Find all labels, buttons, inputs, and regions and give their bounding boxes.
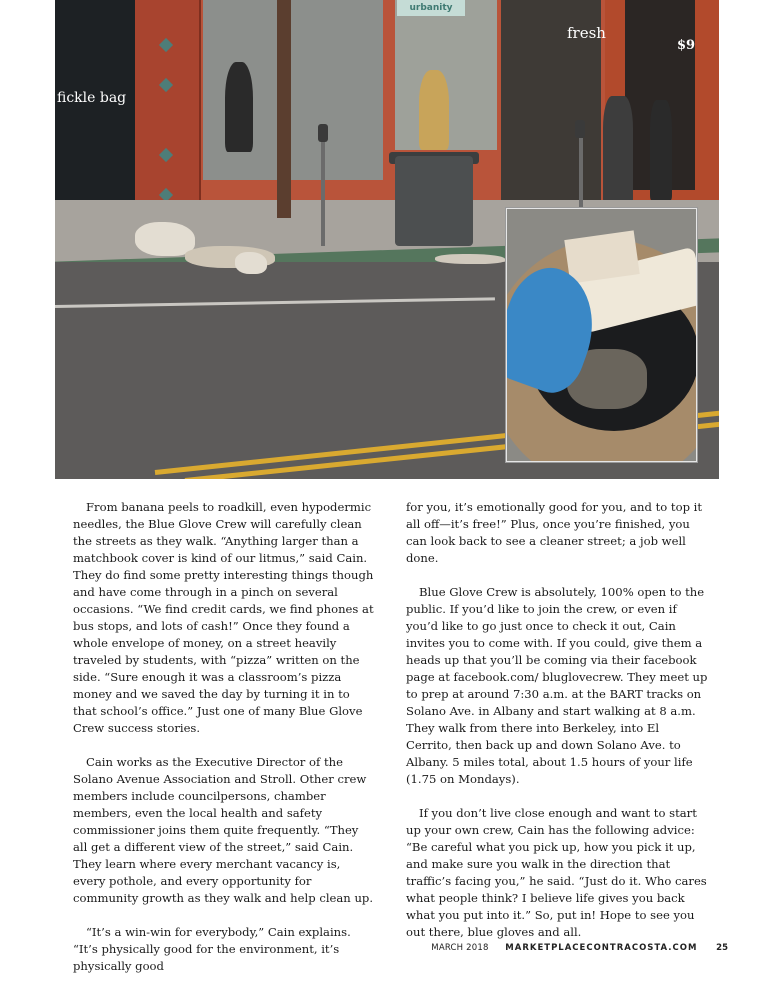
urbanity-sign: urbanity	[397, 0, 465, 16]
person	[650, 100, 672, 200]
fickle-bag-sign: fickle bag	[57, 90, 127, 106]
inset-photo	[506, 208, 697, 462]
mannequin	[419, 70, 449, 150]
issue-date: MARCH 2018	[431, 943, 489, 953]
paragraph: for you, it’s emotionally good for you, and to top it all off—it’s free!” Plus, once you’re finished, you can look back to see a cleaner street; a job well done.	[406, 500, 703, 565]
mannequin	[225, 62, 253, 152]
parking-meter-post	[579, 138, 583, 208]
litter	[235, 252, 267, 274]
website: MARKETPLACECONTRACOSTA.COM	[505, 943, 698, 953]
paragraph: “It’s a win-win for everybody,” Cain explains. “It’s physically good for the environment, it’s physically good	[73, 925, 351, 973]
brick-column	[135, 0, 201, 230]
paragraph: From banana peels to roadkill, even hypodermic needles, the Blue Glove Crew will carefully clean the streets as they walk. “Anything larger than a matchbook cover is kind of our litmus,” said Cain. They do find some pretty interesting things though and have come through in a pinch on several occasions. “We find credit cards, we find phones at bus stops, and lots of cash!” Once they found a whole envelope of money, on a street heavily traveled by students, with “pizza” written on the side. “Sure enough it was a classroom’s pizza money and we saved the day by turning it in to that school’s office.” Just one of many Blue Glove Crew success stories.	[73, 500, 374, 735]
page-footer	[431, 943, 728, 953]
parking-meter-post	[321, 140, 325, 246]
page-number: 25	[716, 943, 728, 953]
litter	[435, 254, 505, 264]
price-sign: $9	[677, 38, 696, 53]
person	[603, 96, 633, 204]
litter	[135, 222, 195, 256]
parking-meter	[318, 124, 328, 142]
parking-meter	[575, 120, 585, 138]
trash-bin	[395, 156, 473, 246]
paragraph: If you don’t live close enough and want to start up your own crew, Cain has the following advice: “Be careful what you pick up, how you pick it up, and make sure you walk in the direction that traffic’s facing you,” he said. “Just do it. Who cares what people think? I believe life gives you back what you put into it.” So, put in! Hope to see you out there, blue gloves and all.	[406, 806, 707, 939]
article-column-right	[406, 499, 708, 941]
paragraph: Cain works as the Executive Director of the Solano Avenue Association and Stroll. Other crew members include councilpersons, chamber members, even the local health and safety commissioner joins them quite frequently. “They all get a different view of the street,” said Cain. They learn where every merchant vacancy is, every pothole, and every opportunity for community growth as they walk and help clean up.	[73, 755, 374, 905]
paragraph: Blue Glove Crew is absolutely, 100% open to the public. If you’d like to join the crew, or even if you’d like to go just once to check it out, Cain invites you to come with. If you could, give them a heads up that you’ll be coming via their facebook page at facebook.com/ bluglovecrew. They meet up to prep at around 7:30 a.m. at the BART tracks on Solano Ave. in Albany and start walking at 8 a.m. They walk from there into Berkeley, into El Cerrito, then back up and down Solano Ave. to Albany. 5 miles total, about 1.5 hours of your life (1.75 on Mondays).	[406, 585, 708, 786]
article-column-left	[73, 499, 375, 975]
fresh-sign: fresh	[567, 24, 606, 42]
utility-pole	[277, 0, 291, 218]
